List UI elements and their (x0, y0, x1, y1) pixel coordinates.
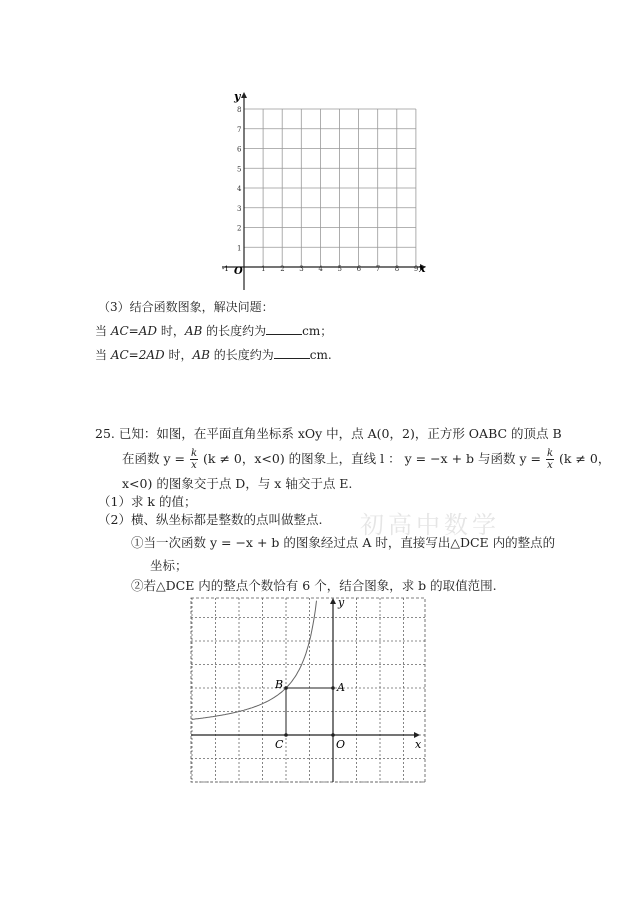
y-tick-label: 1 (237, 244, 242, 253)
q3-l1-cond: AC=AD (110, 324, 158, 338)
watermark: 初高中数学 (360, 511, 500, 539)
hyperbola-curve (192, 601, 317, 720)
q3-l1-seg: AB (184, 324, 203, 338)
frac-den-2: x (547, 460, 553, 471)
frac-num-2: k (546, 448, 554, 459)
q3-l2-pre: 当 (95, 348, 111, 362)
y-tick-label: 6 (237, 145, 242, 154)
label-C: C (275, 738, 284, 751)
x-tick-label: 7 (375, 265, 381, 273)
label-y-2: y (338, 596, 345, 609)
point-A (331, 686, 335, 690)
origin-label-1: O (234, 266, 243, 277)
q3-l1-pre: 当 (95, 324, 111, 338)
q3-l2-seg: AB (192, 348, 210, 362)
x-tick-label: 3 (299, 265, 304, 273)
q25-l2-a: 在函数 y = (122, 451, 185, 466)
q25-l2-c: (k ≠ 0， (559, 451, 611, 466)
q3-l1-post: 的长度约为 (202, 324, 267, 338)
x-tick-label: 1 (261, 265, 266, 273)
x-tick-label: 5 (337, 265, 342, 273)
q25-line-5: （2）横、纵坐标都是整数的点叫做整点. (98, 512, 323, 527)
q25-line-8: ②若△DCE 内的整点个数恰有 6 个，结合图象，求 b 的取值范围. (131, 578, 497, 593)
q25-line-3: x<0) 的图象交于点 D，与 x 轴交于点 E. (122, 476, 353, 491)
y-axis-arrow-2 (330, 598, 336, 604)
label-x-2: x (415, 738, 422, 751)
point-O (331, 733, 335, 737)
y-tick-label: 3 (237, 204, 242, 213)
label-O: O (336, 738, 346, 751)
point-C (284, 733, 288, 737)
x-tick-label: 4 (318, 265, 323, 273)
x-tick-label: 6 (356, 265, 362, 273)
x-tick-label: 2 (280, 265, 285, 273)
x-axis-label-1: x (419, 262, 426, 275)
y-tick-label: 4 (237, 185, 242, 193)
grid-2-border (191, 598, 425, 782)
q3-l2-cond: AC=2AD (110, 348, 165, 362)
q3-l2-unit: cm. (309, 348, 332, 362)
y-tick-label: 2 (237, 224, 242, 233)
q25-l2-b: (k ≠ 0，x<0) 的图象上，直线 l ： y = −x + b 与函数 y = (203, 451, 541, 466)
frac-den-1: x (191, 460, 197, 471)
y-axis-label-1: y (234, 90, 241, 103)
y-tick-label: 5 (237, 165, 242, 174)
x-tick-label: 9 (413, 265, 419, 273)
q25-line-6: ①当一次函数 y = −x + b 的图象经过点 A 时，直接写出△DCE 内的整点的 (131, 535, 556, 550)
q25-line-1: 25. 已知：如图，在平面直角坐标系 xOy 中，点 A(0，2)，正方形 OABC 的顶点 B (95, 426, 562, 441)
neg-one-label: -1 (222, 265, 229, 273)
q3-l1-unit: cm； (302, 324, 333, 338)
q25-line-4: （1）求 k 的值； (98, 494, 197, 509)
q3-l1-mid: 时， (157, 324, 185, 338)
x-tick-label: 8 (394, 265, 400, 273)
q25-line-7: 坐标； (150, 558, 188, 573)
y-tick-label: 8 (237, 106, 242, 114)
label-A: A (337, 681, 345, 694)
point-B (284, 686, 288, 690)
q3-l2-mid: 时， (164, 348, 193, 362)
q3-heading: （3）结合函数图象，解决问题： (98, 300, 274, 314)
q3-l2-post: 的长度约为 (209, 348, 274, 362)
frac-num-1: k (190, 448, 198, 459)
y-tick-label: 7 (237, 125, 242, 134)
label-B: B (275, 678, 284, 691)
